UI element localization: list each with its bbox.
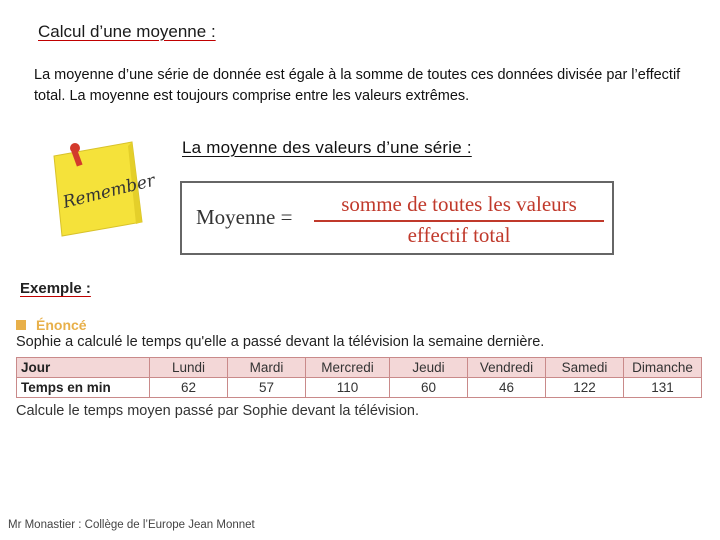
value-cell: 62 [150,378,228,398]
square-bullet-icon [16,320,26,330]
value-cell: 46 [468,378,546,398]
table-row [17,378,702,398]
sticky-note-icon [48,136,158,240]
section-subtitle: La moyenne des valeurs d’une série : [182,138,472,157]
page-title: Calcul d’une moyenne : [38,22,216,41]
day-cell: Samedi [546,358,624,378]
value-cell: 122 [546,378,624,398]
day-cell: Jeudi [390,358,468,378]
day-cell: Mercredi [306,358,390,378]
row-header-day: Jour [17,358,150,378]
day-cell: Mardi [228,358,306,378]
day-cell: Dimanche [624,358,702,378]
example-question: Calcule le temps moyen passé par Sophie devant la télévision. [16,403,420,419]
enonce-row [16,317,87,333]
fraction-bar [314,220,604,222]
formula-box [180,181,614,255]
note-text: Remember [60,170,158,213]
value-cell: 110 [306,378,390,398]
day-cell: Vendredi [468,358,546,378]
intro-paragraph: La moyenne d’une série de donnée est égale à la somme de toutes ces données divisée par l’effectif total. La moyenne est toujours comprise entre les valeurs extrêmes. [34,67,681,104]
formula-denominator: effectif total [407,223,511,247]
value-cell: 60 [390,378,468,398]
enonce-label: Énoncé [36,317,87,333]
example-heading: Exemple : [20,280,91,297]
data-table [16,357,702,398]
day-cell: Lundi [150,358,228,378]
example-statement: Sophie a calculé le temps qu'elle a passé devant la télévision la semaine dernière. [16,334,545,350]
footer-credit: Mr Monastier : Collège de l’Europe Jean Monnet [8,519,255,531]
formula-label: Moyenne = [196,205,293,229]
value-cell: 57 [228,378,306,398]
value-cell: 131 [624,378,702,398]
remember-note [48,136,158,240]
formula-numerator: somme de toutes les valeurs [341,192,577,216]
row-header-time: Temps en min [17,378,150,398]
table-row [17,358,702,378]
